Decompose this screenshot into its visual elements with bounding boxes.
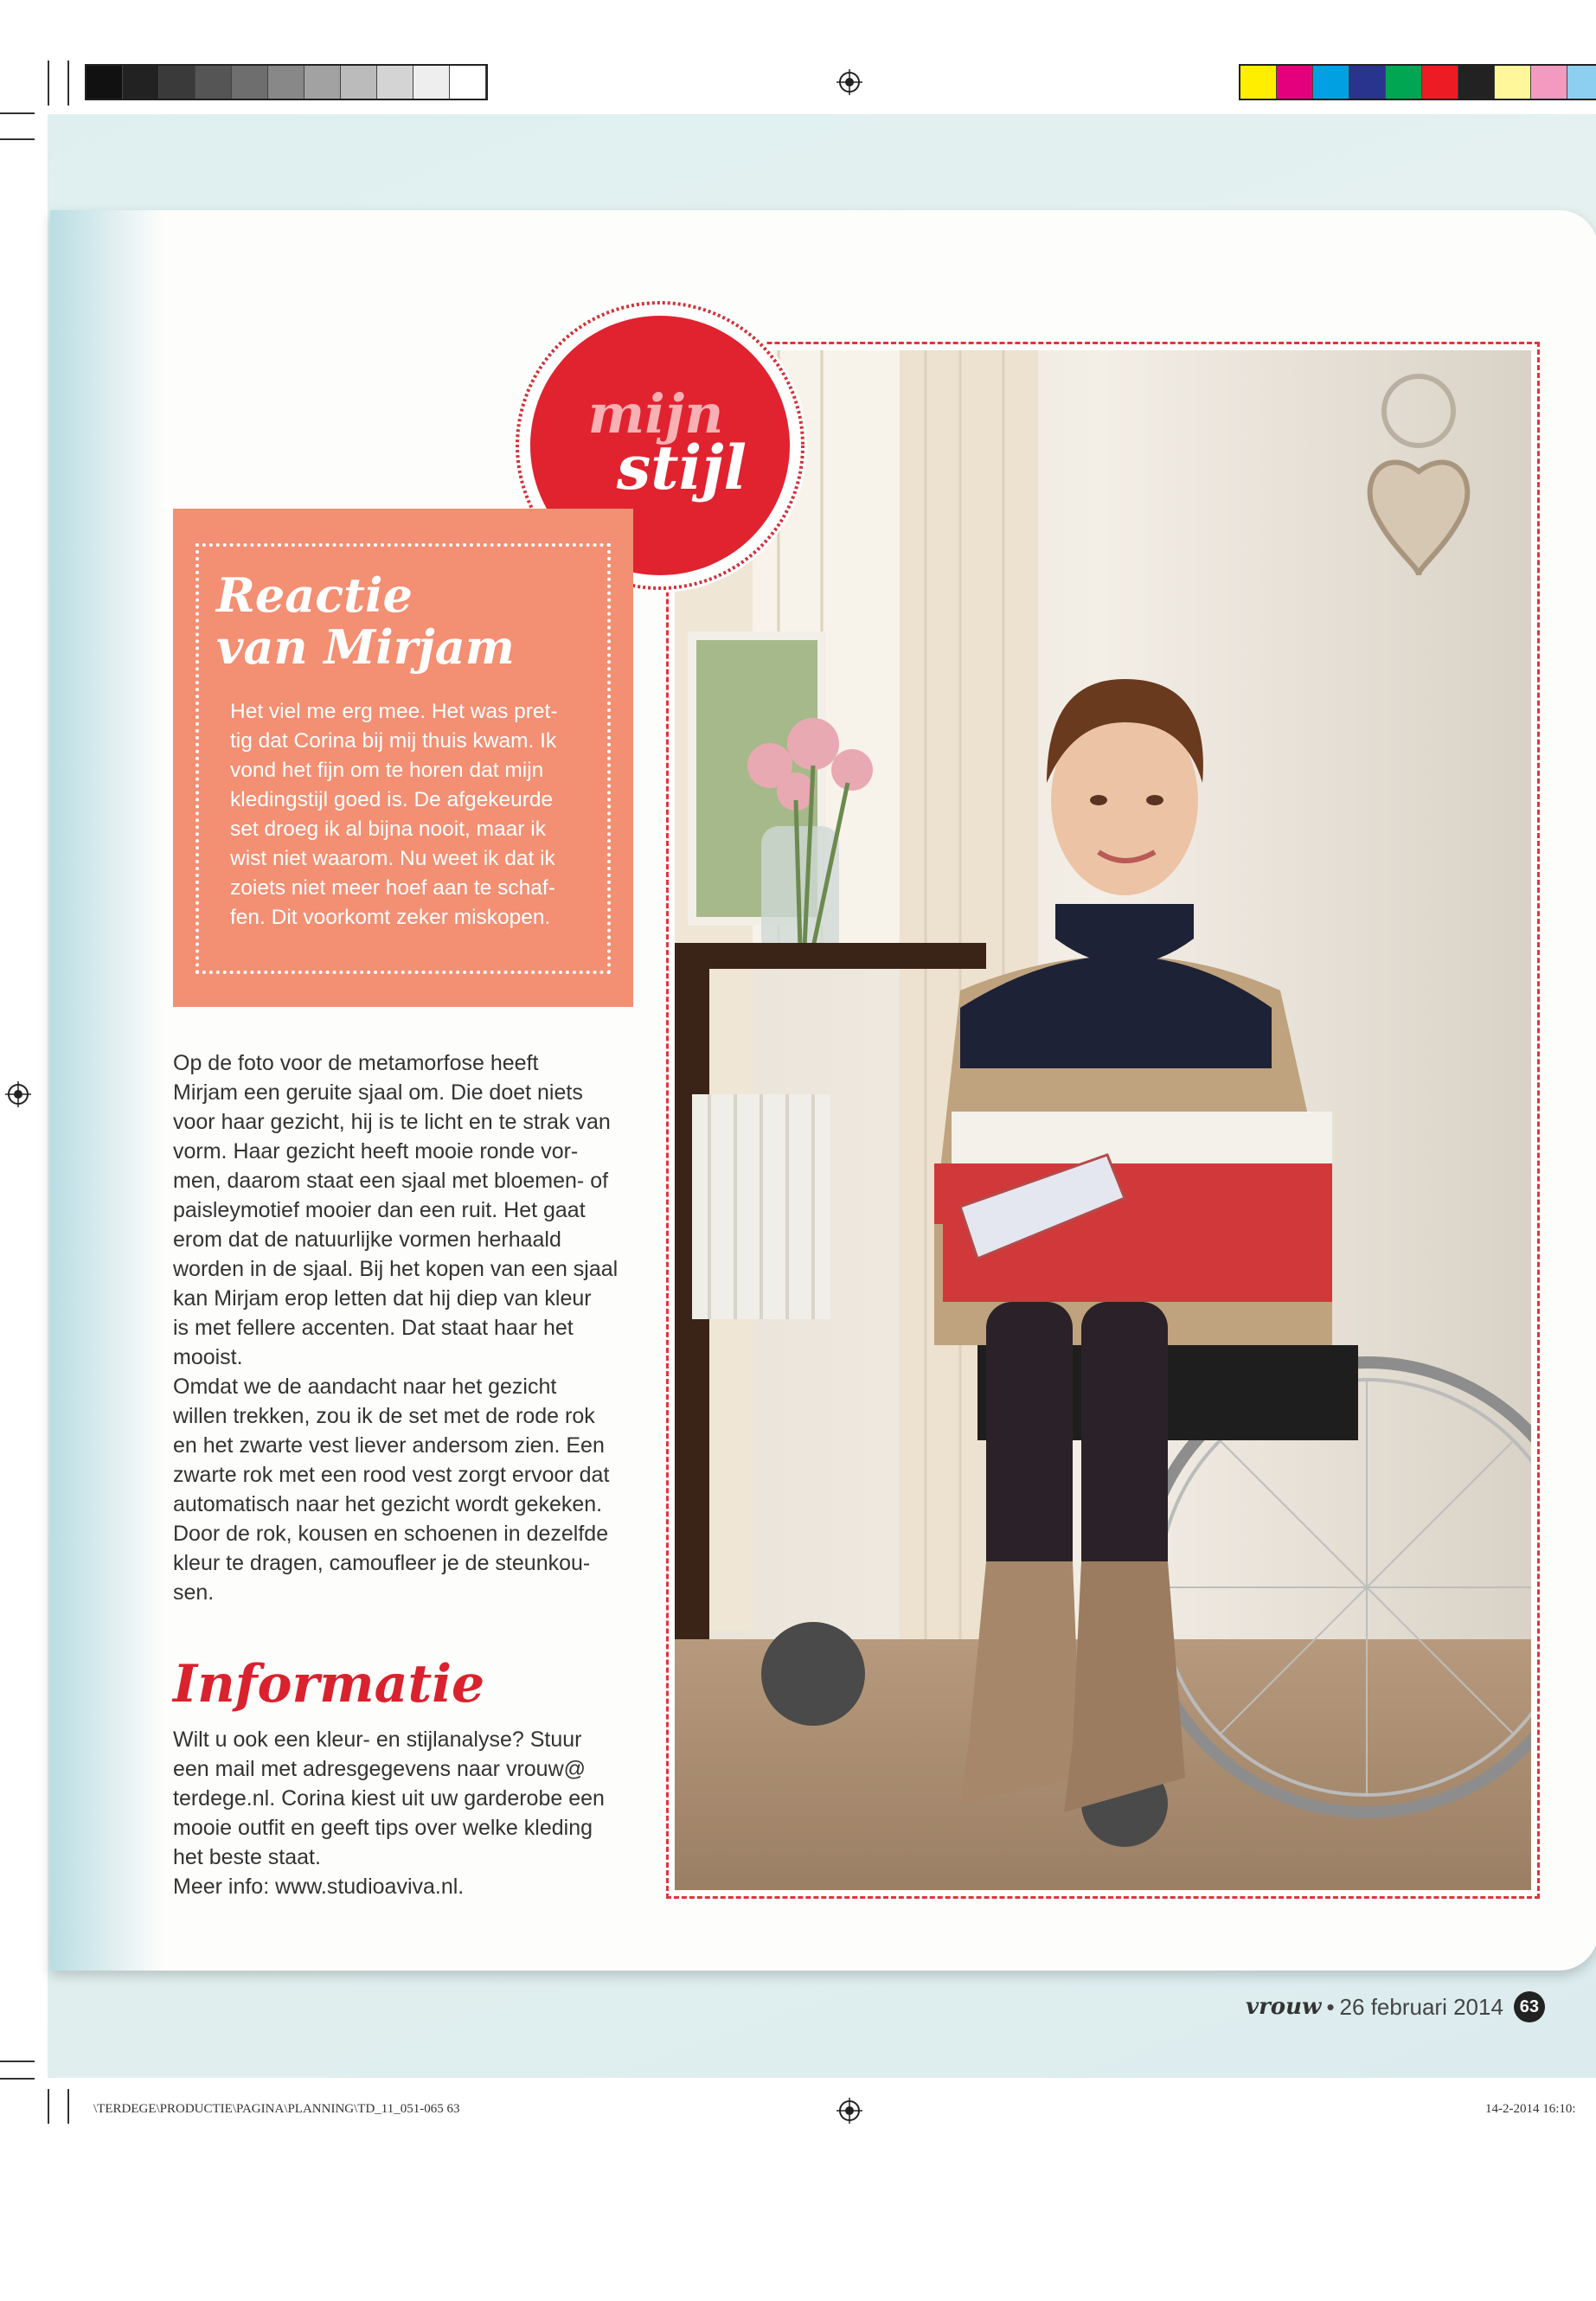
article-line: automatisch naar het gezicht wordt gekeken. (173, 1492, 603, 1516)
article-line: is met fellere accenten. Dat staat haar het (173, 1316, 574, 1340)
color-swatch (159, 66, 195, 99)
page-footer (1246, 1990, 1545, 2024)
info-line: een mail met adresgegevens naar vrouw@ (173, 1757, 586, 1781)
page-number: 63 (1514, 1991, 1545, 2022)
article-line: erom dat de natuurlijke vormen herhaald (173, 1227, 561, 1252)
reaction-title (216, 569, 597, 673)
magazine-brand: vrouw (1246, 1994, 1322, 2020)
reaction-line: zoiets niet meer hoef aan te schaf- (230, 876, 555, 900)
color-swatch (377, 66, 413, 99)
article-line: mooist. (173, 1345, 243, 1369)
stamp-line2: stijl (616, 432, 747, 503)
registration-mark-icon (5, 1081, 31, 1107)
color-swatch (268, 66, 304, 99)
info-heading: Informatie (173, 1654, 485, 1715)
reaction-line: set droeg ik al bijna nooit, maar ik (230, 817, 546, 841)
color-swatch (1458, 66, 1495, 99)
process-color-bar (1239, 64, 1596, 100)
grayscale-color-bar (85, 64, 488, 100)
crop-mark (0, 112, 35, 114)
crop-mark (67, 61, 69, 106)
reaction-title-line: van Mirjam (216, 619, 515, 675)
article-line: voor haar gezicht, hij is te licht en te strak van (173, 1110, 611, 1134)
color-swatch (1422, 66, 1458, 99)
article-line: willen trekken, zou ik de set met de rode rok (173, 1404, 595, 1428)
reaction-box (173, 509, 633, 1007)
crop-mark (0, 2078, 35, 2080)
color-swatch (1240, 66, 1277, 99)
info-line: Wilt u ook een kleur- en stijlanalyse? Stuur (173, 1727, 582, 1752)
color-swatch (195, 66, 232, 99)
info-text (173, 1725, 640, 1901)
color-swatch (232, 66, 268, 99)
print-slug-timestamp: 14-2-2014 16:10: (1485, 2102, 1576, 2116)
registration-mark-icon (836, 2098, 862, 2124)
article-line: worden in de sjaal. Bij het kopen van een sjaal (173, 1257, 619, 1281)
info-line: Meer info: www.studioaviva.nl. (173, 1875, 465, 1899)
color-swatch (1567, 66, 1596, 99)
color-swatch (1349, 66, 1386, 99)
color-swatch (450, 66, 486, 99)
color-swatch (1386, 66, 1422, 99)
reaction-line: Het viel me erg mee. Het was pret- (230, 700, 558, 723)
article-line: Omdat we de aandacht naar het gezicht (173, 1375, 557, 1399)
color-swatch (304, 66, 341, 99)
color-swatch (123, 66, 159, 99)
article-line: vorm. Haar gezicht heeft mooie ronde vor- (173, 1139, 579, 1163)
article-line: sen. (173, 1580, 215, 1605)
registration-mark-icon (836, 69, 862, 95)
article-line: Mirjam een geruite sjaal om. Die doet niets (173, 1080, 583, 1105)
reaction-title-line: Reactie (216, 567, 413, 623)
article-line: en het zwarte vest liever andersom zien. Een (173, 1433, 605, 1458)
reaction-line: kledingstijl goed is. De afgekeurde (230, 788, 554, 811)
article-line: zwarte rok met een rood vest zorgt ervoor dat (173, 1463, 610, 1487)
reaction-line: fen. Dit voorkomt zeker miskopen. (230, 906, 551, 929)
issue-date: 26 februari 2014 (1339, 1993, 1503, 2020)
reaction-line: tig dat Corina bij mij thuis kwam. Ik (230, 729, 557, 753)
color-swatch (1495, 66, 1531, 99)
article-line: paisleymotief mooier dan een ruit. Het gaat (173, 1198, 586, 1222)
article-line: kleur te dragen, camoufleer je de steunkou- (173, 1551, 591, 1575)
color-swatch (87, 66, 123, 99)
crop-mark (48, 2089, 49, 2124)
crop-mark (0, 138, 35, 140)
color-swatch (341, 66, 377, 99)
color-swatch (413, 66, 450, 99)
article-line: Op de foto voor de metamorfose heeft (173, 1051, 539, 1075)
footer-separator: • (1326, 1993, 1335, 2020)
print-slug-path: \TERDEGE\PRODUCTIE\PAGINA\PLANNING\TD_11_051-065 63 (93, 2102, 460, 2116)
article-text (173, 1048, 640, 1607)
article-line: men, daarom staat een sjaal met bloemen- of (173, 1169, 609, 1193)
info-line: terdege.nl. Corina kiest uit uw garderobe een (173, 1786, 605, 1811)
color-swatch (1313, 66, 1349, 99)
info-line: mooie outfit en geeft tips over welke kleding (173, 1816, 593, 1840)
info-line: het beste staat. (173, 1845, 321, 1869)
reaction-line: wist niet waarom. Nu weet ik dat ik (230, 847, 555, 870)
reaction-text (230, 697, 593, 933)
crop-mark (48, 61, 49, 106)
color-swatch (1531, 66, 1567, 99)
crop-mark (67, 2089, 69, 2124)
reaction-line: vond het fijn om te horen dat mijn (230, 759, 544, 782)
stamp-line1: mijn (587, 382, 724, 445)
color-swatch (1277, 66, 1313, 99)
crop-mark (0, 2061, 35, 2062)
article-line: kan Mirjam erop letten dat hij diep van kleur (173, 1286, 592, 1311)
article-line: Door de rok, kousen en schoenen in dezelfde (173, 1522, 609, 1546)
